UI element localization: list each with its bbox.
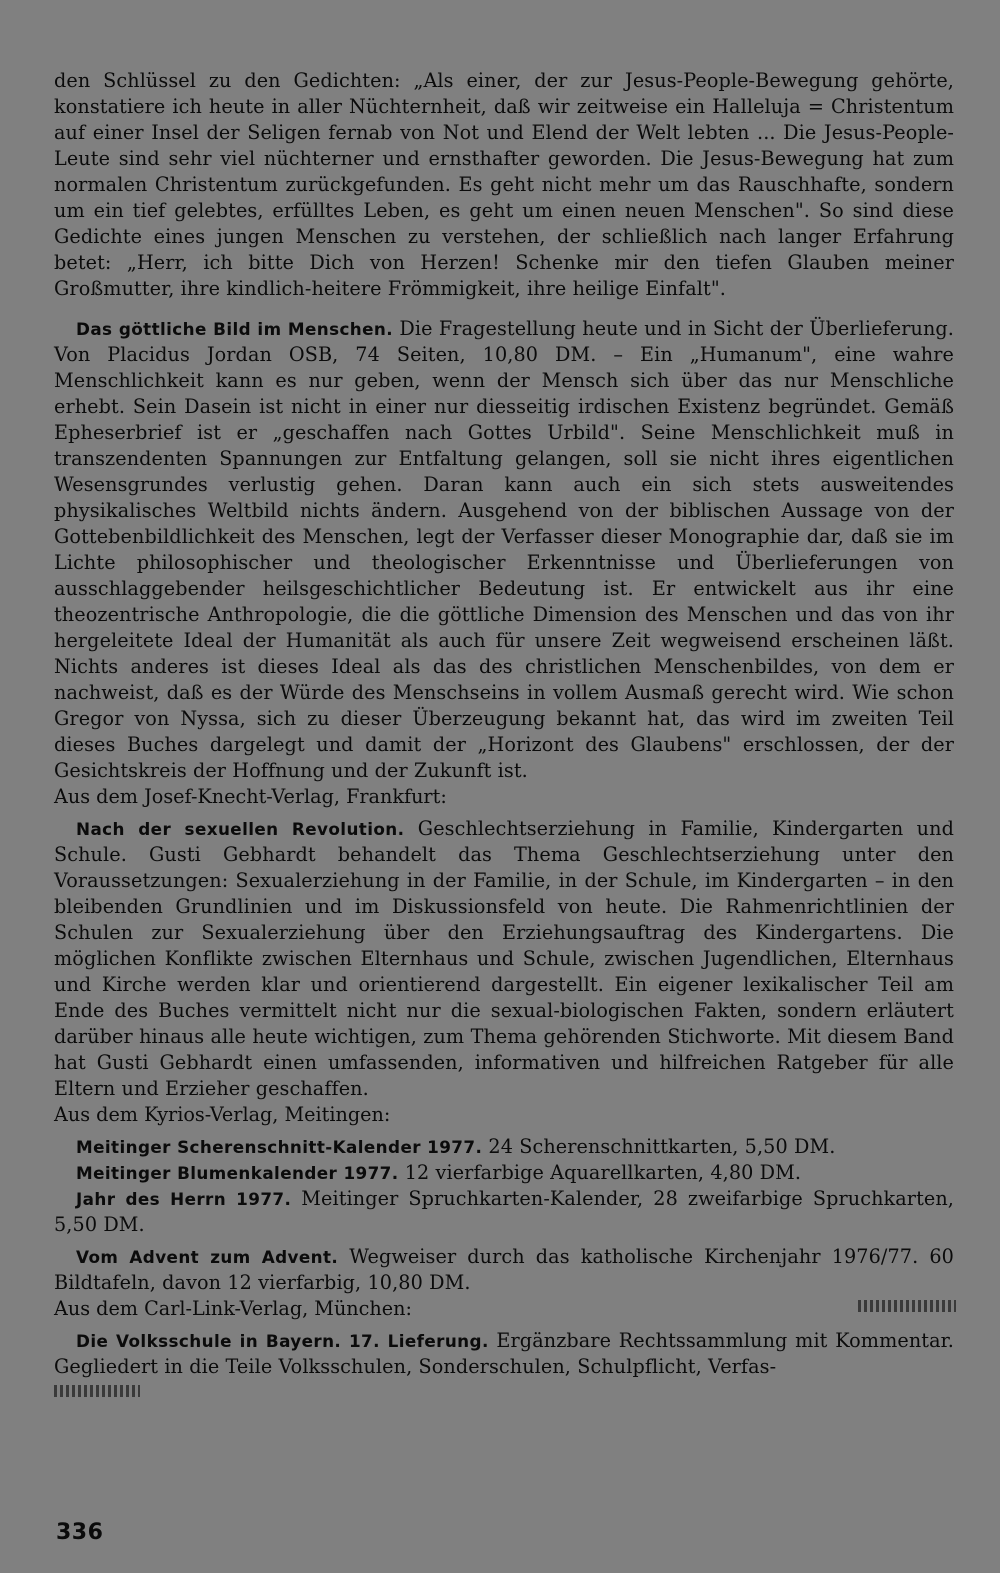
entry-goettliche-bild	[54, 316, 954, 784]
page-body	[54, 68, 954, 1380]
entry-text: Meitinger Spruchkarten-Kalender, 28 zweifarbige Spruchkarten, 5,50 DM.	[54, 1187, 954, 1236]
entry-text: 12 vierfarbige Aquarellkarten, 4,80 DM.	[398, 1161, 802, 1184]
entry-advent-zum-advent	[54, 1244, 954, 1296]
entry-volksschule-bayern	[54, 1328, 954, 1380]
entry-jahr-des-herrn	[54, 1186, 954, 1238]
paragraph-gedichte	[54, 68, 954, 302]
entry-title: Das göttliche Bild im Menschen.	[76, 319, 394, 339]
entry-text: Die Fragestellung heute und in Sicht der Überlieferung. Von Placidus Jordan OSB, 74 Seiten, 10,80 DM. – Ein „Humanum", eine wahre Menschlichkeit kann es nur geben, wenn der Mensch sich über das nur Menschliche erhebt. Sein Dasein ist nicht in einer nur diesseitig irdischen Existenz begründet. Gemäß Epheserbrief ist er „geschaffen nach Gottes Urbild". Seine Menschlichkeit muß in transzendenten Spannungen zur Entfaltung gelangen, soll sie nicht ihres eigentlichen Wesensgrundes verlustig gehen. Daran kann auch ein sich stets ausweitendes physikalisches Weltbild nichts ändern. Ausgehend von der biblischen Aussage von der Gottebenbildlichkeit des Menschen, legt der Verfasser dieser Monographie dar, daß sie im Lichte philosophischer und theologischer Erkenntnisse und Überlieferungen von ausschlaggebender heilsgeschichtlicher Bedeutung ist. Er entwickelt aus ihr eine theozentrische Anthropologie, die die göttliche Dimension des Menschen und das von ihr hergeleitete Ideal der Humanität als auch für unsere Zeit wegweisend erscheinen läßt. Nichts anderes ist dieses Ideal als das des christlichen Menschenbildes, von dem er nachweist, daß es der Würde des Menschseins in vollem Ausmaß gerecht wird. Wie schon Gregor von Nyssa, sich zu dieser Überzeugung bekannt hat, das wird im zweiten Teil dieses Buches dargelegt und damit der „Horizont des Glaubens" erschlossen, der der Gesichtskreis der Hoffnung und der Zukunft ist.	[54, 317, 954, 782]
entry-title: Die Volksschule in Bayern. 17. Lieferung.	[76, 1331, 489, 1351]
entry-blumenkalender	[54, 1160, 954, 1186]
entry-title: Meitinger Scherenschnitt-Kalender 1977.	[76, 1137, 483, 1157]
publisher-heading-link: Aus dem Carl-Link-Verlag, München:	[54, 1297, 412, 1320]
publisher-heading-knecht: Aus dem Josef-Knecht-Verlag, Frankfurt:	[54, 785, 447, 808]
entry-title: Meitinger Blumenkalender 1977.	[76, 1163, 399, 1183]
scan-smudge	[858, 1300, 956, 1312]
scan-smudge	[54, 1385, 140, 1397]
page-number: 336	[56, 1520, 104, 1545]
paragraph-text: den Schlüssel zu den Gedichten: „Als einer, der zur Jesus-People-Bewegung gehörte, konstatiere ich heute in aller Nüchternheit, daß wir zeitweise ein Halleluja = Christentum auf einer Insel der Seligen fernab von Not und Elend der Welt lebten ... Die Jesus-People-Leute sind sehr viel nüchterner und ernsthafter geworden. Die Jesus-Bewegung hat zum normalen Christentum zurückgefunden. Es geht nicht mehr um das Rauschhafte, sondern um ein tief gelebtes, erfülltes Leben, es geht um einen neuen Menschen". So sind diese Gedichte eines jungen Menschen zu verstehen, der schließlich nach langer Erfahrung betet: „Herr, ich bitte Dich von Herzen! Schenke mir den tiefen Glauben meiner Großmutter, ihre kindlich-heitere Frömmigkeit, ihre heilige Einfalt".	[54, 69, 954, 300]
publisher-heading-kyrios: Aus dem Kyrios-Verlag, Meitingen:	[54, 1103, 391, 1126]
entry-scherenschnitt-kalender	[54, 1134, 954, 1160]
entry-title: Vom Advent zum Advent.	[76, 1247, 339, 1267]
entry-text: Ergänzbare Rechtssammlung mit Kommentar. Gegliedert in die Teile Volksschulen, Sonderschulen, Schulpflicht, Verfas-	[54, 1329, 954, 1378]
entry-title: Nach der sexuellen Revolution.	[76, 819, 405, 839]
entry-text: Wegweiser durch das katholische Kirchenjahr 1976/77. 60 Bildtafeln, davon 12 vierfarbig, 10,80 DM.	[54, 1245, 954, 1294]
entry-text: 24 Scherenschnittkarten, 5,50 DM.	[482, 1135, 836, 1158]
entry-sexuelle-revolution	[54, 816, 954, 1102]
entry-title: Jahr des Herrn 1977.	[76, 1189, 292, 1209]
entry-text: Geschlechtserziehung in Familie, Kindergarten und Schule. Gusti Gebhardt behandelt das Thema Geschlechtserziehung unter den Voraussetzungen: Sexualerziehung in der Familie, in der Schule, im Kindergarten – in den bleibenden Grundlinien und im Diskussionsfeld von heute. Die Rahmenrichtlinien der Schulen zur Sexualerziehung über den Erziehungsauftrag des Kindergartens. Die möglichen Konflikte zwischen Elternhaus und Schule, zwischen Jugendlichen, Elternhaus und Kirche werden klar und orientierend dargestellt. Ein eigener lexikalischer Teil am Ende des Buches vermittelt nicht nur die sexual-biologischen Fakten, sondern erläutert darüber hinaus alle heute wichtigen, zum Thema gehörenden Stichworte. Mit diesem Band hat Gusti Gebhardt einen umfassenden, informativen und hilfreichen Ratgeber für alle Eltern und Erzieher geschaffen.	[54, 817, 954, 1100]
